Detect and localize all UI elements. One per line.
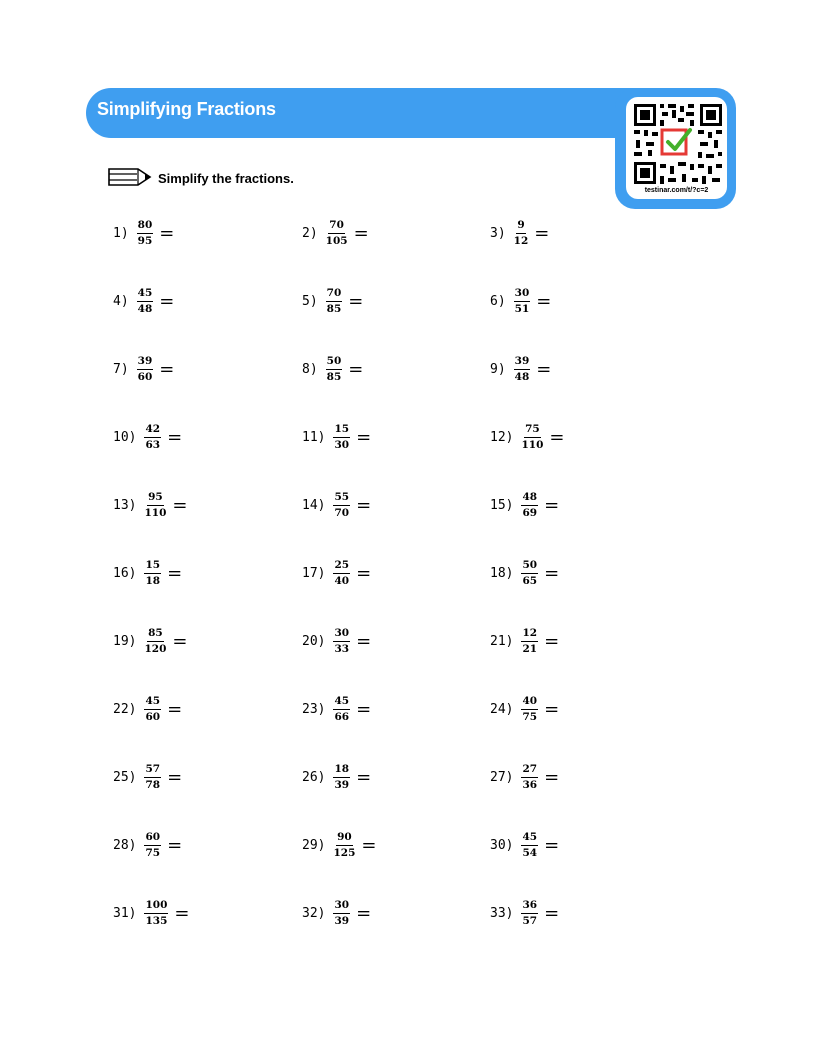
- fraction: [137, 288, 154, 314]
- problem-item: [302, 485, 371, 525]
- fraction: [326, 288, 343, 314]
- problem-number: 2): [302, 225, 318, 241]
- fraction: [144, 560, 161, 586]
- problem-item: [302, 893, 371, 933]
- denominator: 54: [522, 846, 538, 859]
- problem-item: [490, 553, 559, 593]
- problem-item: [490, 213, 549, 253]
- problem-number: 20): [302, 633, 326, 649]
- fraction: [514, 288, 531, 314]
- problem-number: 26): [302, 769, 326, 785]
- numerator: 100: [144, 900, 168, 914]
- numerator: 40: [521, 696, 538, 710]
- denominator: 39: [334, 778, 350, 791]
- equals-sign: =: [356, 630, 372, 652]
- denominator: 36: [522, 778, 538, 791]
- fraction: [333, 696, 350, 722]
- problem-number: 31): [113, 905, 137, 921]
- denominator: 69: [522, 506, 538, 519]
- denominator: 40: [334, 574, 350, 587]
- problem-item: [490, 621, 559, 661]
- fraction: [144, 628, 166, 654]
- problem-number: 32): [302, 905, 326, 921]
- numerator: 9: [516, 220, 525, 234]
- equals-sign: =: [167, 562, 183, 584]
- denominator: 60: [137, 370, 153, 383]
- problem-number: 16): [113, 565, 137, 581]
- denominator: 48: [514, 370, 530, 383]
- qr-code-icon[interactable]: [632, 102, 724, 186]
- equals-sign: =: [356, 698, 372, 720]
- denominator: 30: [334, 438, 350, 451]
- fraction: [514, 356, 531, 382]
- fraction: [333, 628, 350, 654]
- numerator: 25: [333, 560, 350, 574]
- denominator: 63: [145, 438, 161, 451]
- fraction: [333, 832, 355, 858]
- numerator: 55: [333, 492, 350, 506]
- fraction: [521, 696, 538, 722]
- instructions: Simplify the fractions.: [158, 171, 294, 186]
- fraction: [137, 220, 154, 246]
- denominator: 39: [334, 914, 350, 927]
- equals-sign: =: [167, 766, 183, 788]
- equals-sign: =: [172, 494, 188, 516]
- denominator: 21: [522, 642, 538, 655]
- numerator: 60: [144, 832, 161, 846]
- problem-number: 23): [302, 701, 326, 717]
- numerator: 45: [144, 696, 161, 710]
- problem-number: 10): [113, 429, 137, 445]
- problem-number: 13): [113, 497, 137, 513]
- fraction: [333, 900, 350, 926]
- equals-sign: =: [544, 630, 560, 652]
- problem-item: [302, 553, 371, 593]
- problem-number: 27): [490, 769, 514, 785]
- problem-item: [302, 213, 369, 253]
- numerator: 27: [521, 764, 538, 778]
- problem-number: 5): [302, 293, 318, 309]
- numerator: 39: [514, 356, 531, 370]
- numerator: 42: [144, 424, 161, 438]
- problem-item: [490, 689, 559, 729]
- numerator: 70: [326, 288, 343, 302]
- denominator: 95: [137, 234, 153, 247]
- equals-sign: =: [544, 766, 560, 788]
- fraction: [521, 900, 538, 926]
- denominator: 70: [334, 506, 350, 519]
- problem-item: [490, 757, 559, 797]
- denominator: 105: [325, 234, 348, 247]
- denominator: 18: [145, 574, 161, 587]
- problem-number: 8): [302, 361, 318, 377]
- problem-item: [302, 349, 363, 389]
- equals-sign: =: [534, 222, 550, 244]
- denominator: 75: [522, 710, 538, 723]
- equals-sign: =: [536, 290, 552, 312]
- denominator: 78: [145, 778, 161, 791]
- problem-number: 18): [490, 565, 514, 581]
- equals-sign: =: [167, 426, 183, 448]
- problem-number: 14): [302, 497, 326, 513]
- problem-number: 15): [490, 497, 514, 513]
- fraction: [144, 696, 161, 722]
- denominator: 12: [513, 234, 529, 247]
- problem-item: [302, 621, 371, 661]
- denominator: 51: [514, 302, 530, 315]
- fraction: [144, 492, 166, 518]
- denominator: 65: [522, 574, 538, 587]
- problem-number: 17): [302, 565, 326, 581]
- denominator: 66: [334, 710, 350, 723]
- problem-item: [113, 825, 182, 865]
- problem-number: 19): [113, 633, 137, 649]
- problem-number: 33): [490, 905, 514, 921]
- numerator: 80: [137, 220, 154, 234]
- fraction: [144, 424, 161, 450]
- equals-sign: =: [544, 494, 560, 516]
- numerator: 30: [514, 288, 531, 302]
- problem-item: [302, 825, 377, 865]
- problem-item: [113, 689, 182, 729]
- problem-item: [113, 417, 182, 457]
- problem-number: 21): [490, 633, 514, 649]
- numerator: 18: [333, 764, 350, 778]
- numerator: 45: [137, 288, 154, 302]
- problem-number: 22): [113, 701, 137, 717]
- equals-sign: =: [348, 358, 364, 380]
- equals-sign: =: [544, 562, 560, 584]
- fraction: [144, 764, 161, 790]
- equals-sign: =: [174, 902, 190, 924]
- problem-item: [113, 757, 182, 797]
- problem-number: 6): [490, 293, 506, 309]
- problem-item: [490, 485, 559, 525]
- denominator: 120: [144, 642, 167, 655]
- problem-number: 4): [113, 293, 129, 309]
- problem-item: [113, 553, 182, 593]
- numerator: 85: [147, 628, 164, 642]
- problem-item: [113, 213, 174, 253]
- numerator: 39: [137, 356, 154, 370]
- fraction: [144, 900, 168, 926]
- denominator: 125: [333, 846, 356, 859]
- equals-sign: =: [348, 290, 364, 312]
- denominator: 85: [326, 370, 342, 383]
- fraction: [333, 764, 350, 790]
- equals-sign: =: [356, 562, 372, 584]
- equals-sign: =: [172, 630, 188, 652]
- problem-item: [490, 893, 559, 933]
- equals-sign: =: [159, 222, 175, 244]
- equals-sign: =: [356, 902, 372, 924]
- fraction: [333, 424, 350, 450]
- fraction: [326, 220, 348, 246]
- numerator: 45: [333, 696, 350, 710]
- denominator: 75: [145, 846, 161, 859]
- problem-number: 24): [490, 701, 514, 717]
- fraction: [333, 492, 350, 518]
- problem-number: 7): [113, 361, 129, 377]
- numerator: 70: [328, 220, 345, 234]
- denominator: 60: [145, 710, 161, 723]
- equals-sign: =: [167, 698, 183, 720]
- denominator: 33: [334, 642, 350, 655]
- numerator: 36: [521, 900, 538, 914]
- problem-item: [113, 893, 190, 933]
- denominator: 110: [521, 438, 544, 451]
- numerator: 57: [144, 764, 161, 778]
- pencil-icon: [108, 166, 152, 188]
- page-title: Simplifying Fractions: [97, 99, 276, 119]
- fraction: [521, 560, 538, 586]
- problem-number: 29): [302, 837, 326, 853]
- problem-number: 30): [490, 837, 514, 853]
- numerator: 50: [326, 356, 343, 370]
- equals-sign: =: [549, 426, 565, 448]
- problem-item: [490, 825, 559, 865]
- numerator: 90: [336, 832, 353, 846]
- numerator: 48: [521, 492, 538, 506]
- numerator: 75: [524, 424, 541, 438]
- numerator: 30: [333, 900, 350, 914]
- problem-number: 3): [490, 225, 506, 241]
- denominator: 85: [326, 302, 342, 315]
- problem-item: [302, 757, 371, 797]
- numerator: 15: [144, 560, 161, 574]
- problem-item: [113, 281, 174, 321]
- fraction: [326, 356, 343, 382]
- fraction: [521, 492, 538, 518]
- problem-number: 1): [113, 225, 129, 241]
- problem-number: 12): [490, 429, 514, 445]
- problem-item: [113, 621, 188, 661]
- problem-item: [490, 417, 565, 457]
- problem-item: [302, 417, 371, 457]
- fraction: [333, 560, 350, 586]
- numerator: 45: [521, 832, 538, 846]
- numerator: 30: [333, 628, 350, 642]
- problem-item: [302, 281, 363, 321]
- fraction: [521, 424, 543, 450]
- numerator: 15: [333, 424, 350, 438]
- equals-sign: =: [544, 834, 560, 856]
- fraction: [514, 220, 529, 246]
- equals-sign: =: [361, 834, 377, 856]
- fraction: [137, 356, 154, 382]
- denominator: 135: [145, 914, 168, 927]
- equals-sign: =: [159, 290, 175, 312]
- problem-number: 25): [113, 769, 137, 785]
- numerator: 50: [521, 560, 538, 574]
- qr-url: testinar.com/t/?c=2: [644, 187, 709, 194]
- equals-sign: =: [167, 834, 183, 856]
- denominator: 57: [522, 914, 538, 927]
- equals-sign: =: [356, 494, 372, 516]
- equals-sign: =: [544, 698, 560, 720]
- equals-sign: =: [353, 222, 369, 244]
- equals-sign: =: [544, 902, 560, 924]
- equals-sign: =: [356, 426, 372, 448]
- fraction: [521, 764, 538, 790]
- problem-item: [490, 349, 551, 389]
- denominator: 110: [144, 506, 167, 519]
- problem-number: 9): [490, 361, 506, 377]
- problem-item: [113, 485, 188, 525]
- problem-item: [302, 689, 371, 729]
- problem-item: [113, 349, 174, 389]
- fraction: [521, 832, 538, 858]
- fraction: [144, 832, 161, 858]
- problem-item: [490, 281, 551, 321]
- fraction: [521, 628, 538, 654]
- problem-number: 28): [113, 837, 137, 853]
- equals-sign: =: [536, 358, 552, 380]
- equals-sign: =: [356, 766, 372, 788]
- denominator: 48: [137, 302, 153, 315]
- numerator: 95: [147, 492, 164, 506]
- equals-sign: =: [159, 358, 175, 380]
- problem-number: 11): [302, 429, 326, 445]
- numerator: 12: [521, 628, 538, 642]
